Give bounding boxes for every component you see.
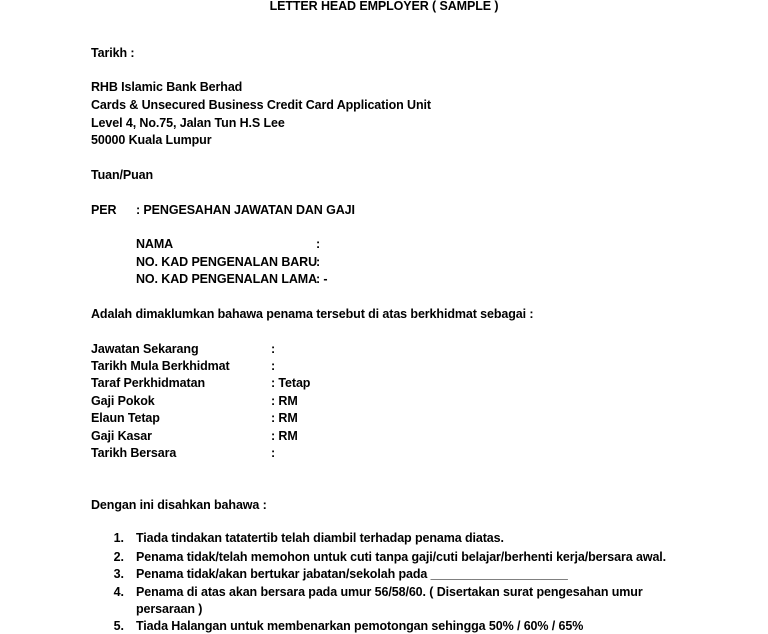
field-label: Gaji Pokok bbox=[91, 394, 155, 408]
field-value: : bbox=[271, 359, 276, 373]
field-value: : bbox=[316, 255, 321, 269]
field-value: : RM bbox=[271, 429, 298, 443]
field-value: : RM bbox=[271, 394, 298, 408]
field-value: : Tetap bbox=[271, 376, 311, 390]
list-number: 4. bbox=[113, 585, 124, 599]
field-value: : - bbox=[316, 272, 328, 286]
field-label: Elaun Tetap bbox=[91, 411, 160, 425]
list-number: 5. bbox=[113, 619, 124, 633]
list-item: Penama tidak/telah memohon untuk cuti tanpa gaji/cuti belajar/berhenti kerja/bersara awal. bbox=[136, 550, 667, 564]
list-item: Penama tidak/akan bertukar jabatan/sekolah pada ____________________ bbox=[136, 567, 568, 581]
confirm-intro: Dengan ini disahkan bahawa : bbox=[91, 498, 267, 512]
address-line: Cards & Unsecured Business Credit Card Application Unit bbox=[91, 98, 431, 112]
list-item: Penama di atas akan bersara pada umur 56/58/60. ( Disertakan surat pengesahan umur bbox=[136, 585, 643, 599]
field-value: : RM bbox=[271, 411, 298, 425]
field-label: NO. KAD PENGENALAN BARU bbox=[136, 255, 318, 269]
address-line: RHB Islamic Bank Berhad bbox=[91, 80, 243, 94]
field-label: Jawatan Sekarang bbox=[91, 342, 199, 356]
list-item-continuation: persaraan ) bbox=[136, 602, 203, 616]
field-label: NO. KAD PENGENALAN LAMA bbox=[136, 272, 318, 286]
address-line: 50000 Kuala Lumpur bbox=[91, 133, 212, 147]
list-number: 1. bbox=[113, 531, 124, 545]
field-value: : bbox=[271, 446, 276, 460]
address-line: Level 4, No.75, Jalan Tun H.S Lee bbox=[91, 116, 285, 130]
list-number: 2. bbox=[113, 550, 124, 564]
field-label: NAMA bbox=[136, 237, 174, 251]
intro-text: Adalah dimaklumkan bahawa penama tersebut di atas berkhidmat sebagai : bbox=[91, 307, 534, 321]
field-value: : bbox=[316, 237, 321, 251]
field-label: Gaji Kasar bbox=[91, 429, 152, 443]
date-label: Tarikh : bbox=[91, 46, 135, 60]
field-label: Tarikh Bersara bbox=[91, 446, 177, 460]
field-label: Tarikh Mula Berkhidmat bbox=[91, 359, 230, 373]
field-label: Taraf Perkhidmatan bbox=[91, 376, 205, 390]
list-item: Tiada Halangan untuk membenarkan pemotongan sehingga 50% / 60% / 65% bbox=[136, 619, 584, 633]
letter-title: LETTER HEAD EMPLOYER ( SAMPLE ) bbox=[269, 0, 499, 13]
field-value: : bbox=[271, 342, 276, 356]
subject-label: PER bbox=[91, 203, 117, 217]
list-item: Tiada tindakan tatatertib telah diambil terhadap penama diatas. bbox=[136, 531, 504, 545]
salutation: Tuan/Puan bbox=[91, 168, 154, 182]
subject-text: : PENGESAHAN JAWATAN DAN GAJI bbox=[136, 203, 355, 217]
list-number: 3. bbox=[113, 567, 124, 581]
